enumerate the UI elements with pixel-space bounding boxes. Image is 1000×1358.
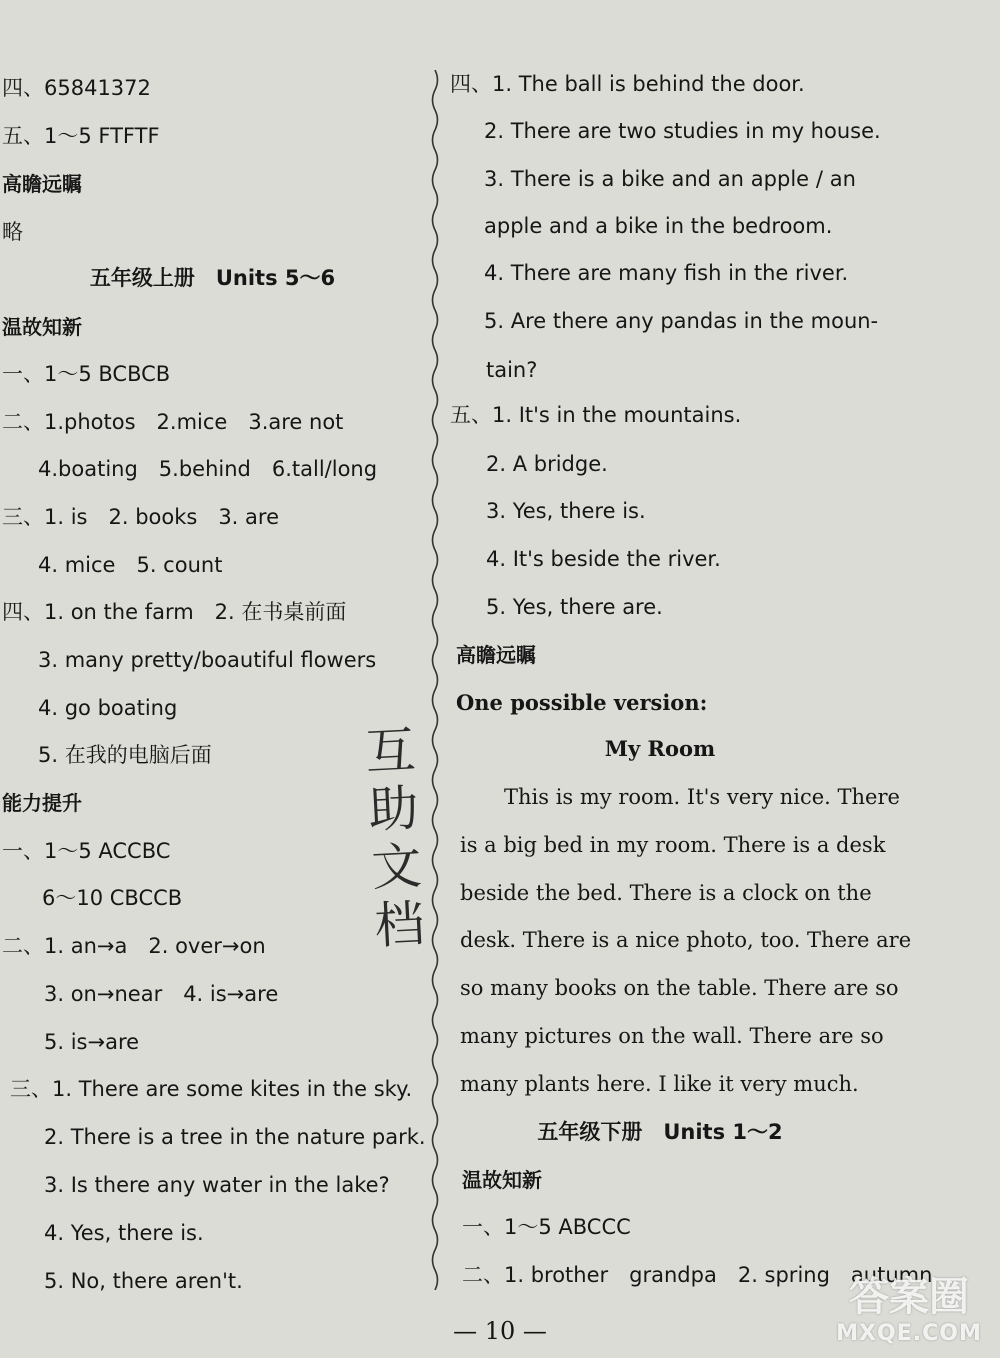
essay-line: many plants here. I like it very much. xyxy=(460,1072,859,1096)
section-heading-review: 温故知新 xyxy=(462,1168,542,1192)
answer-line: 5. 在我的电脑后面 xyxy=(38,743,212,767)
handwritten-char: 助 xyxy=(366,778,420,840)
handwritten-char: 档 xyxy=(373,894,427,956)
answer-line: 二、1.photos 2.mice 3.are not xyxy=(2,410,344,434)
answer-line: 2. There are two studies in my house. xyxy=(484,119,881,143)
answer-line: 一、1～5 BCBCB xyxy=(2,362,171,386)
watermark-url: MXQE.COM xyxy=(836,1321,982,1346)
answer-line: 3. Yes, there is. xyxy=(486,499,646,523)
answer-line: 3. Is there any water in the lake? xyxy=(44,1173,390,1197)
answer-line: 5. Yes, there are. xyxy=(486,595,663,619)
handwritten-char: 文 xyxy=(370,836,424,898)
answer-line: 2. There is a tree in the nature park. xyxy=(44,1125,426,1149)
section-heading-review: 温故知新 xyxy=(2,315,82,339)
handwritten-stamp xyxy=(359,721,431,956)
answer-line: 5. Are there any pandas in the moun- xyxy=(484,309,879,333)
answer-line: 4. go boating xyxy=(38,696,178,720)
answer-line: 一、1～5 ABCCC xyxy=(462,1215,631,1239)
section-four-answer: 四、65841372 xyxy=(2,76,151,100)
answer-line: 二、1. an→a 2. over→on xyxy=(2,934,266,958)
column-divider-wavy xyxy=(428,70,442,1290)
answer-line: 四、1. on the farm 2. 在书桌前面 xyxy=(2,600,347,624)
answer-line: 三、1. There are some kites in the sky. xyxy=(10,1077,413,1101)
answer-line: 四、1. The ball is behind the door. xyxy=(450,72,805,96)
essay-line: so many books on the table. There are so xyxy=(460,976,899,1000)
answer-line: 五、1. It's in the mountains. xyxy=(450,403,742,427)
essay-line: is a big bed in my room. There is a desk xyxy=(460,833,886,857)
essay-title: My Room xyxy=(604,736,716,761)
answer-line: 5. No, there aren't. xyxy=(44,1269,243,1293)
essay-line: This is my room. It's very nice. There xyxy=(504,785,900,809)
section-heading-gaozhan: 高瞻远瞩 xyxy=(2,172,82,196)
answer-line: 5. is→are xyxy=(44,1030,140,1054)
answer-line: 4. It's beside the river. xyxy=(486,547,721,571)
answer-line: 4. There are many fish in the river. xyxy=(484,261,849,285)
section-heading-ability: 能力提升 xyxy=(2,791,82,815)
answer-line: 4.boating 5.behind 6.tall/long xyxy=(38,457,378,481)
essay-line: many pictures on the wall. There are so xyxy=(460,1024,884,1048)
answer-line: 一、1～5 ACCBC xyxy=(2,839,171,863)
answer-line: 三、1. is 2. books 3. are xyxy=(2,505,279,529)
section-heading-gaozhan: 高瞻远瞩 xyxy=(456,643,536,667)
watermark-logo-text: 答案圈 xyxy=(849,1274,969,1320)
sample-version-label: One possible version: xyxy=(456,690,708,715)
answer-line: 3. There is a bike and an apple / an xyxy=(484,167,856,191)
answer-line: 4. Yes, there is. xyxy=(44,1221,204,1245)
handwritten-char: 互 xyxy=(363,720,417,782)
answer-line: 4. mice 5. count xyxy=(38,553,223,577)
answer-line: tain? xyxy=(486,358,538,382)
answer-line: 3. many pretty/boautiful flowers xyxy=(38,648,377,672)
answer-line: 3. on→near 4. is→are xyxy=(44,982,279,1006)
answer-line: apple and a bike in the bedroom. xyxy=(484,214,833,238)
answer-line: 二、1. brother grandpa 2. spring autumn xyxy=(462,1263,933,1287)
unit-title: 五年级下册 Units 1～2 xyxy=(537,1120,783,1144)
page-number: — 10 — xyxy=(453,1317,547,1345)
essay-line: beside the bed. There is a clock on the xyxy=(460,881,872,905)
omitted-note: 略 xyxy=(2,220,23,244)
section-five-answer: 五、1～5 FTFTF xyxy=(2,124,160,148)
answer-line: 6～10 CBCCB xyxy=(42,886,183,910)
answer-line: 2. A bridge. xyxy=(486,452,608,476)
unit-title: 五年级上册 Units 5～6 xyxy=(89,266,336,290)
site-watermark xyxy=(824,1274,994,1354)
essay-line: desk. There is a nice photo, too. There are xyxy=(460,928,912,952)
